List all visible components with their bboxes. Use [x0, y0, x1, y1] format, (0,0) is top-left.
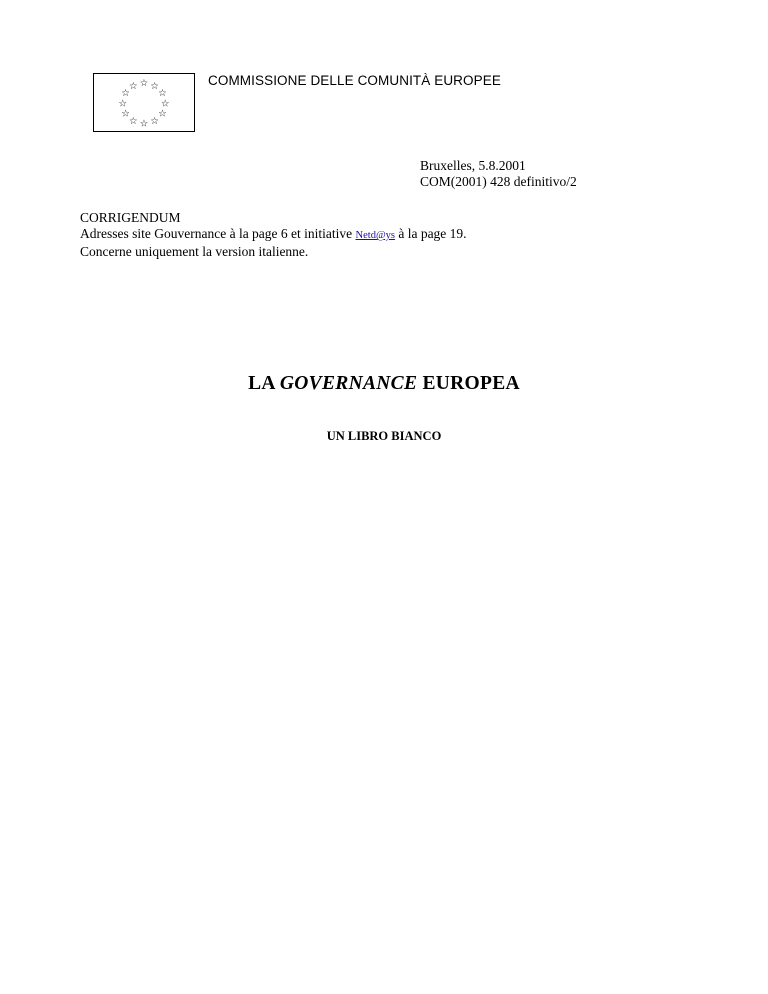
organization-name: COMMISSIONE DELLE COMUNITÀ EUROPEE	[208, 73, 501, 88]
title-italic-word: GOVERNANCE	[279, 373, 418, 394]
star-icon: ☆	[139, 118, 149, 130]
star-icon: ☆	[121, 88, 130, 100]
star-icon: ☆	[129, 80, 138, 92]
eu-flag-stars-icon	[94, 74, 194, 131]
netdays-link[interactable]: Netd@ys	[355, 230, 395, 241]
place-date: Bruxelles, 5.8.2001	[420, 158, 526, 173]
corrigendum-line-1	[80, 226, 467, 244]
star-icon: ☆	[150, 80, 159, 92]
corrigendum-text-after-link: à la page 19.	[394, 226, 467, 241]
star-icon: ☆	[129, 115, 138, 127]
star-icon: ☆	[158, 108, 167, 120]
corrigendum-heading: CORRIGENDUM	[80, 210, 181, 225]
star-icon: ☆	[118, 98, 128, 110]
star-icon: ☆	[139, 78, 149, 90]
corrigendum-block	[80, 210, 467, 260]
document-subtitle: UN LIBRO BIANCO	[326, 429, 442, 443]
document-title	[0, 373, 768, 395]
star-icon: ☆	[121, 108, 130, 120]
star-icon: ☆	[160, 98, 170, 110]
eu-flag-logo	[93, 73, 195, 132]
star-icon: ☆	[150, 115, 159, 127]
title-prefix: LA	[248, 373, 280, 394]
star-icon: ☆	[158, 88, 167, 100]
title-suffix: EUROPEA	[417, 373, 520, 394]
document-number: COM(2001) 428 definitivo/2	[420, 174, 577, 189]
corrigendum-line-2: Concerne uniquement la version italienne.	[80, 244, 309, 259]
reference-block	[420, 158, 577, 190]
corrigendum-text-before-link: Adresses site Gouvernance à la page 6 et initiative	[80, 226, 356, 241]
